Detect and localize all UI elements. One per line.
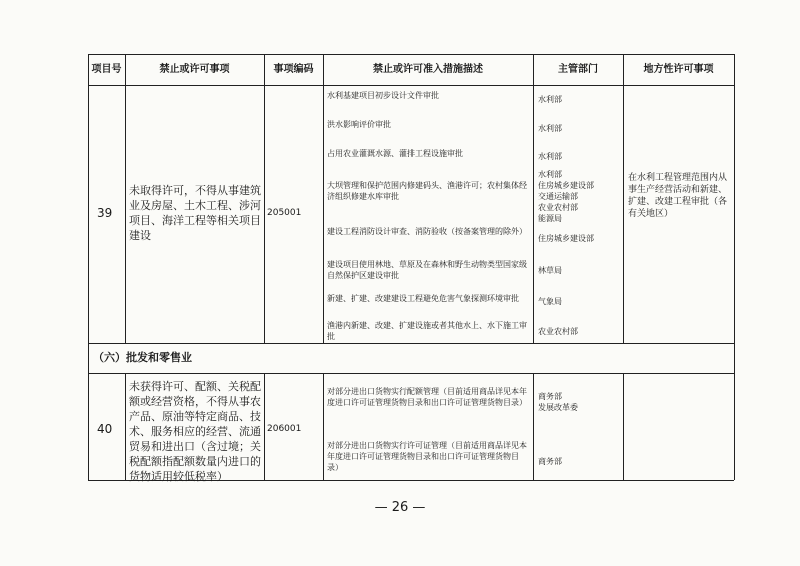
table-left-border (88, 54, 89, 480)
row40-measure-2: 对部分进出口货物实行许可证管理（目前适用商品详见本年度进口许可证管理货物目录和出口许可证管理货物目录） (327, 441, 527, 472)
header-measure-desc: 禁止或许可准入措施描述 (373, 64, 483, 75)
header-bottom-border (88, 85, 734, 86)
section-bottom-border (88, 373, 734, 374)
header-item-name: 禁止或许可事项 (159, 64, 230, 75)
row39-measure-6: 建设项目使用林地、草原及在森林和野生动物类型国家级自然保护区建设审批 (327, 260, 527, 280)
section-title: （六）批发和零售业 (93, 351, 192, 364)
row40-item-no: 40 (97, 422, 113, 436)
page-number: — 26 — (374, 500, 426, 515)
row40-col-divider-3 (323, 373, 324, 480)
col-divider-5 (623, 54, 624, 343)
row39-item-name: 未取得许可，不得从事建筑业及房屋、土木工程、涉河项目、海洋工程等相关项目建设 (129, 184, 261, 242)
header-item-code: 事项编码 (273, 64, 314, 75)
row40-dept-1: 商务部 (538, 392, 562, 401)
row39-dept-3: 水利部 (538, 152, 562, 161)
header-local-item: 地方性许可事项 (643, 64, 714, 75)
row39-dept-1: 水利部 (538, 95, 562, 104)
row39-item-code: 205001 (267, 208, 302, 218)
row39-measure-1: 水利基建项目初步设计文件审批 (327, 91, 439, 100)
row39-bottom-border (88, 343, 734, 344)
row40-measure-1: 对部分进出口货物实行配额管理（目前适用商品详见本年度进口许可证管理货物目录和出口许可证管理货物目录） (327, 387, 527, 407)
row39-dept-5: 住房城乡建设部 (538, 181, 594, 190)
col-divider-1 (125, 54, 126, 343)
row39-dept-6: 交通运输部 (538, 192, 578, 201)
row40-dept-3: 商务部 (538, 457, 562, 466)
row39-measure-8: 渔港内新建、改建、扩建设施或者其他水上、水下施工审批 (327, 321, 527, 341)
row40-dept-2: 发展改革委 (538, 403, 578, 412)
row39-dept-4: 水利部 (538, 170, 562, 179)
row40-item-name: 未获得许可、配额、关税配额或经营资格，不得从事农产品、原油等特定商品、技术、服务相应的经营、流通贸易和进出口（含过境；关税配额指配额数量内进口的货物适用较低税率） (129, 380, 261, 483)
row39-measure-5: 建设工程消防设计审查、消防验收（按备案管理的除外） (327, 227, 527, 236)
col-divider-3 (323, 54, 324, 343)
row40-col-divider-5 (623, 373, 624, 480)
row39-dept-10: 林草局 (538, 266, 562, 275)
row39-dept-8: 能源局 (538, 214, 562, 223)
row39-measure-3: 占用农业灌溉水源、灌排工程设施审批 (327, 149, 463, 158)
row39-dept-9: 住房城乡建设部 (538, 234, 594, 243)
row39-dept-2: 水利部 (538, 124, 562, 133)
row39-local-item: 在水利工程管理范围内从事生产经营活动和新建、扩建、改建工程审批（各有关地区） (628, 173, 728, 219)
row39-dept-7: 农业农村部 (538, 203, 578, 212)
row40-col-divider-4 (533, 373, 534, 480)
row40-item-code: 206001 (267, 424, 302, 434)
row39-dept-11: 气象局 (538, 297, 562, 306)
table-right-border (734, 54, 735, 480)
table-top-border (88, 54, 734, 55)
row39-item-no: 39 (97, 206, 113, 220)
row39-dept-12: 农业农村部 (538, 327, 578, 336)
row39-measure-2: 洪水影响评价审批 (327, 120, 391, 129)
row40-col-divider-2 (264, 373, 265, 480)
header-item-no: 项目号 (91, 64, 122, 75)
col-divider-2 (264, 54, 265, 343)
row40-col-divider-1 (125, 373, 126, 480)
col-divider-4 (533, 54, 534, 343)
row39-measure-4: 大坝管理和保护范围内修建码头、渔港许可；农村集体经济组织修建水库审批 (327, 181, 527, 201)
header-dept: 主管部门 (558, 64, 598, 75)
row39-measure-7: 新建、扩建、改建建设工程避免危害气象探测环境审批 (327, 294, 519, 303)
